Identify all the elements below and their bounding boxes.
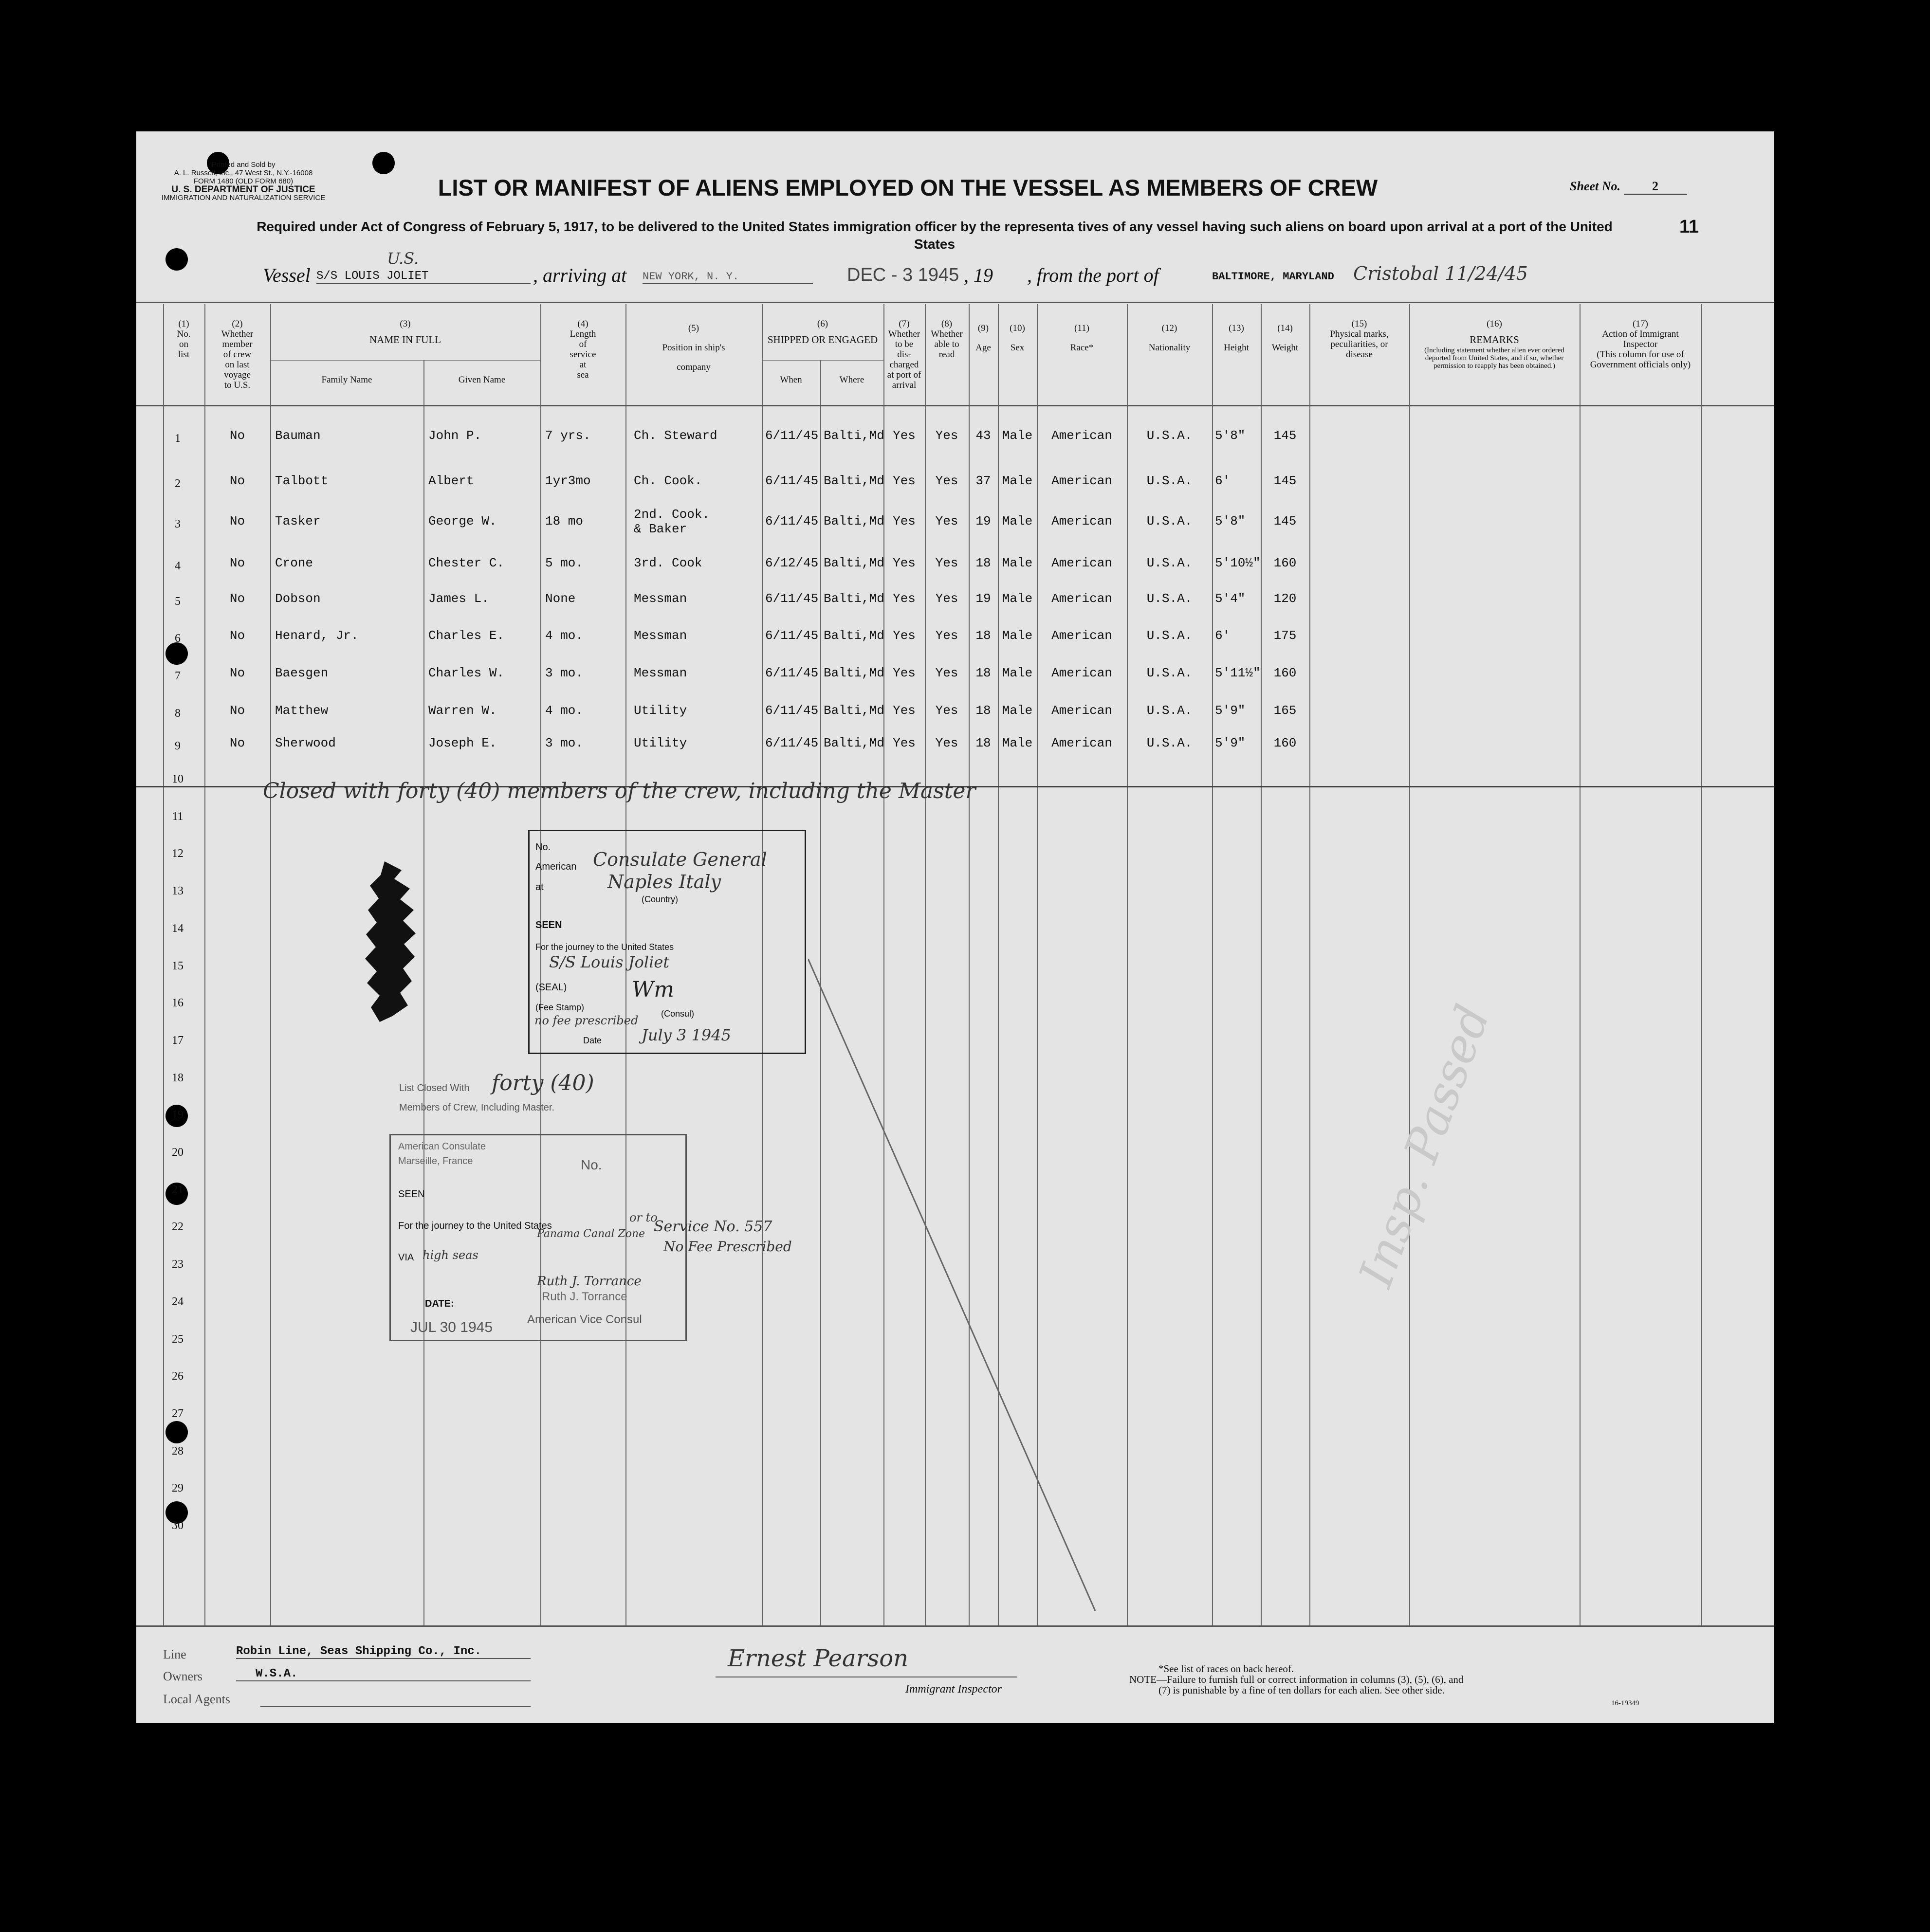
col-header-name-number: (3)	[400, 319, 411, 329]
cell-where: Balti,Md	[824, 703, 884, 718]
naples-consulate-stamp	[528, 830, 806, 1054]
cell-read: Yes	[935, 628, 958, 643]
row-line-number: 24	[172, 1295, 184, 1308]
cell-given: John P.	[428, 428, 482, 443]
cell-where: Balti,Md	[824, 428, 884, 443]
cell-height: 5'11½"	[1215, 666, 1261, 680]
stamp-nofee-hand: No Fee Prescribed	[663, 1239, 792, 1255]
col-header-height: (13) Height	[1224, 323, 1249, 353]
cell-age: 18	[975, 666, 991, 680]
cell-age: 18	[975, 736, 991, 750]
col-header-physical-marks: (15) Physical marks, peculiarities, or disease	[1330, 319, 1389, 360]
stamp-no-label: No.	[535, 842, 551, 853]
row-line-number: 21	[172, 1183, 184, 1196]
cell-family: Tasker	[275, 514, 321, 529]
col-header-discharged: (7) Whether to be dis- charged at port of arrival	[887, 319, 921, 390]
cell-position: Ch. Steward	[634, 428, 717, 443]
table-top-rule	[136, 302, 1774, 303]
cell-read: Yes	[935, 666, 958, 680]
stamp-date-label: Date	[583, 1036, 602, 1045]
printer-line: Printed and Sold by	[211, 161, 276, 169]
list-closed-label: List Closed With	[399, 1083, 470, 1094]
cell-where: Balti,Md	[824, 514, 884, 529]
page-number: 11	[1679, 217, 1699, 237]
cell-family: Sherwood	[275, 736, 336, 750]
stamp-journey-label: For the journey to the United States	[398, 1221, 552, 1231]
cell-position: Messman	[634, 628, 687, 643]
col-header-shipped-engaged: SHIPPED OR ENGAGED	[767, 334, 878, 346]
col-header-name-in-full: NAME IN FULL	[369, 334, 441, 346]
subtitle: Required under Act of Congress of February 5, 1917, to be delivered to the United States immigration officer by the representa tives of any vessel having such aliens on board upon arrival at a port of the United States	[257, 219, 1613, 252]
cell-nat: U.S.A.	[1146, 703, 1193, 718]
cell-race: American	[1051, 428, 1112, 443]
cell-race: American	[1051, 514, 1112, 529]
cell-nat: U.S.A.	[1146, 666, 1193, 680]
manifest-sheet	[136, 131, 1774, 1723]
column-rule	[1309, 304, 1310, 1625]
row-line-number: 12	[172, 847, 184, 860]
cell-weight: 165	[1273, 703, 1297, 718]
cell-position: Utility	[634, 703, 687, 718]
arriving-value: NEW YORK, N. Y.	[643, 271, 813, 284]
row-line-number: 11	[172, 810, 184, 823]
cell-race: American	[1051, 628, 1112, 643]
column-rule	[163, 304, 164, 1625]
row-line-number: 4	[175, 560, 181, 572]
cell-height: 5'8"	[1215, 428, 1246, 443]
cell-weight: 160	[1273, 666, 1297, 680]
cell-prev: No	[229, 628, 245, 643]
col-header-remarks-note: (Including statement whether alien ever ordered deported from United States, and if so, whether permission to reapply has been obtained.)	[1424, 346, 1564, 370]
col-header-given-name: Given Name	[458, 375, 506, 385]
col-header-able-to-read: (8) Whether able to read	[931, 319, 963, 360]
stamp-via-label: VIA	[398, 1252, 414, 1263]
cell-sex: Male	[1002, 666, 1033, 680]
footer-note-fine-cont: (7) is punishable by a fine of ten dollars for each alien. See other side.	[1158, 1684, 1445, 1696]
cell-given: George W.	[428, 514, 497, 529]
cell-given: James L.	[428, 591, 489, 606]
col-header-weight: (14) Weight	[1271, 323, 1299, 353]
row-line-number: 23	[172, 1258, 184, 1271]
cancel-stroke	[808, 959, 1100, 1616]
cell-where: Balti,Md	[824, 591, 884, 606]
row-line-number: 27	[172, 1407, 184, 1420]
cell-race: American	[1051, 736, 1112, 750]
col-header-age: (9) Age	[975, 323, 991, 353]
cell-when: 6/11/45	[765, 736, 819, 750]
col-header-family-name: Family Name	[321, 375, 372, 385]
row-line-number: 7	[175, 670, 181, 682]
column-rule	[1212, 304, 1213, 1625]
stamp-consulate-hand: Consulate General	[593, 849, 767, 870]
row-line-number: 1	[175, 432, 181, 445]
cell-age: 18	[975, 703, 991, 718]
cell-disch: Yes	[893, 703, 916, 718]
cell-disch: Yes	[893, 474, 916, 488]
row-line-number: 15	[172, 959, 184, 972]
cell-prev: No	[229, 591, 245, 606]
cell-length: 7 yrs.	[545, 428, 591, 443]
shipped-subheader-rule	[762, 360, 883, 361]
cell-when: 6/11/45	[765, 666, 819, 680]
stamp-vice-consul-name: Ruth J. Torrance	[542, 1290, 627, 1303]
cell-length: 3 mo.	[545, 736, 584, 750]
cell-sex: Male	[1002, 556, 1033, 570]
row-line-number: 8	[175, 707, 181, 720]
row-line-number: 17	[172, 1034, 184, 1047]
cell-read: Yes	[935, 514, 958, 529]
column-rule	[423, 360, 424, 1625]
cell-race: American	[1051, 703, 1112, 718]
cell-when: 6/11/45	[765, 628, 819, 643]
stamp-seen-label: SEEN	[398, 1189, 425, 1200]
col-header-inspector-action: (17) Action of Immigrant Inspector (This column for use of Government officials only)	[1590, 319, 1691, 370]
sheet-value: 2	[1624, 179, 1687, 195]
row-line-number: 13	[172, 885, 184, 898]
cell-disch: Yes	[893, 556, 916, 570]
inspector-label: Immigrant Inspector	[905, 1683, 1002, 1695]
stamp-canal-hand: Panama Canal Zone	[537, 1228, 645, 1240]
cell-where: Balti,Md	[824, 474, 884, 488]
row-line-number: 22	[172, 1221, 184, 1234]
stamp-american-label: American	[535, 861, 577, 872]
from-port-value: BALTIMORE, MARYLAND	[1212, 271, 1334, 283]
stamp-vessel-hand: S/S Louis Joliet	[549, 953, 670, 971]
col-header-length-service: (4) Length of service at sea	[570, 319, 596, 380]
column-rule	[1127, 304, 1128, 1625]
col-header-when: When	[780, 375, 802, 385]
cell-given: Warren W.	[428, 703, 497, 718]
printer-line: FORM 1480 (OLD FORM 680)	[193, 177, 294, 185]
footer-agents-label: Local Agents	[163, 1692, 230, 1706]
margin-handwriting: Insp. Passed	[1348, 998, 1501, 1294]
cell-height: 6'	[1215, 628, 1231, 643]
page-title: LIST OR MANIFEST OF ALIENS EMPLOYED ON THE VESSEL AS MEMBERS OF CREW	[438, 175, 1378, 200]
cell-length: None	[545, 591, 576, 606]
stamp-line2: Marseille, France	[398, 1156, 473, 1166]
stamp-fee-label: (Fee Stamp)	[535, 1002, 585, 1012]
footer-line-label: Line	[163, 1647, 186, 1661]
col-header-where: Where	[839, 375, 864, 385]
stamp-city-hand: Naples Italy	[607, 871, 721, 893]
row-line-number: 5	[175, 595, 181, 608]
row-line-number: 14	[172, 922, 184, 935]
footer-agents-rule	[260, 1706, 531, 1707]
cell-position: Messman	[634, 666, 687, 680]
department-line: U. S. DEPARTMENT OF JUSTICE	[171, 184, 315, 195]
cell-length: 4 mo.	[545, 628, 584, 643]
printer-block	[151, 161, 336, 202]
stamp-or-to-hand: or to	[629, 1211, 658, 1224]
row-line-number: 20	[172, 1146, 184, 1159]
cell-family: Crone	[275, 556, 313, 570]
cell-family: Bauman	[275, 428, 321, 443]
cell-family: Henard, Jr.	[275, 628, 359, 643]
cell-where: Balti,Md	[824, 736, 884, 750]
cell-length: 1yr3mo	[545, 474, 591, 488]
cell-age: 43	[975, 428, 991, 443]
arrival-date-stamp: DEC - 3 1945	[847, 265, 959, 285]
column-rule	[1409, 304, 1410, 1625]
stamp-at-label: at	[535, 882, 544, 893]
row-line-number: 19	[172, 1109, 184, 1122]
from-port-handwritten: Cristobal 11/24/45	[1353, 263, 1528, 284]
stamp-nofee-hand: no fee prescribed	[534, 1014, 639, 1027]
cell-disch: Yes	[893, 514, 916, 529]
arriving-label: , arriving at	[533, 264, 627, 286]
cell-sex: Male	[1002, 628, 1033, 643]
cell-nat: U.S.A.	[1146, 514, 1193, 529]
cell-height: 5'4"	[1215, 591, 1246, 606]
redaction-mark	[365, 861, 419, 1022]
col-header-position: (5) Position in ship's company	[662, 323, 725, 372]
cell-when: 6/11/45	[765, 474, 819, 488]
cell-age: 18	[975, 628, 991, 643]
cell-disch: Yes	[893, 428, 916, 443]
cell-read: Yes	[935, 556, 958, 570]
cell-weight: 145	[1273, 474, 1297, 488]
stamp-consul-label: (Consul)	[661, 1009, 695, 1019]
cell-position: 2nd. Cook. & Baker	[634, 507, 710, 536]
cell-disch: Yes	[893, 666, 916, 680]
cell-disch: Yes	[893, 736, 916, 750]
column-rule	[204, 304, 205, 1625]
col-header-shipped-number: (6)	[817, 319, 828, 329]
footer-line-value: Robin Line, Seas Shipping Co., Inc.	[236, 1645, 531, 1659]
cell-when: 6/11/45	[765, 428, 819, 443]
cell-prev: No	[229, 736, 245, 750]
cell-when: 6/12/45	[765, 556, 819, 570]
footer-note	[1129, 1663, 1684, 1695]
cell-where: Balti,Md	[824, 628, 884, 643]
footer-owners-value: W.S.A.	[236, 1667, 531, 1681]
cell-given: Chester C.	[428, 556, 505, 570]
cell-when: 6/11/45	[765, 514, 819, 529]
col-header-race: (11) Race*	[1070, 323, 1094, 353]
row-line-number: 16	[172, 997, 184, 1010]
cell-race: American	[1051, 591, 1112, 606]
header-bottom-rule	[136, 405, 1774, 406]
stamp-line1: American Consulate	[398, 1141, 486, 1152]
col-header-list-no: (1) No. on list	[177, 319, 191, 360]
cell-given: Charles E.	[428, 628, 505, 643]
cell-read: Yes	[935, 703, 958, 718]
cell-sex: Male	[1002, 591, 1033, 606]
cell-position: Utility	[634, 736, 687, 750]
cell-where: Balti,Md	[824, 666, 884, 680]
row-line-number: 29	[172, 1482, 184, 1495]
column-rule	[1580, 304, 1581, 1625]
cell-weight: 120	[1273, 591, 1297, 606]
cell-length: 3 mo.	[545, 666, 584, 680]
cell-family: Dobson	[275, 591, 321, 606]
sheet-number	[1570, 179, 1687, 195]
cell-prev: No	[229, 514, 245, 529]
service-line: IMMIGRATION AND NATURALIZATION SERVICE	[161, 194, 326, 202]
name-subheader-rule	[270, 360, 540, 361]
row-line-number: 6	[175, 632, 181, 645]
cell-age: 19	[975, 514, 991, 529]
cell-weight: 160	[1273, 736, 1297, 750]
row-line-number: 2	[175, 477, 181, 490]
cell-prev: No	[229, 474, 245, 488]
cell-nat: U.S.A.	[1146, 628, 1193, 643]
cell-prev: No	[229, 666, 245, 680]
row-line-number: 26	[172, 1370, 184, 1383]
column-rule	[270, 304, 271, 1625]
stamp-vice-consul-title: American Vice Consul	[527, 1313, 642, 1326]
stamp-no-label: No.	[581, 1157, 602, 1172]
cell-disch: Yes	[893, 591, 916, 606]
cell-weight: 175	[1273, 628, 1297, 643]
cell-race: American	[1051, 666, 1112, 680]
col-header-remarks: REMARKS	[1470, 334, 1519, 346]
cell-height: 5'9"	[1215, 703, 1246, 718]
cell-position: Ch. Cook.	[634, 474, 702, 488]
row-line-number: 28	[172, 1444, 184, 1458]
closing-note: Closed with forty (40) members of the crew, including the Master	[263, 779, 976, 803]
cell-where: Balti,Md	[824, 556, 884, 570]
col-header-sex: (10) Sex	[1010, 323, 1025, 353]
stamp-seen-label: SEEN	[535, 920, 562, 930]
cell-given: Albert	[428, 474, 474, 488]
cell-length: 4 mo.	[545, 703, 584, 718]
cell-sex: Male	[1002, 736, 1033, 750]
punch-hole	[165, 642, 188, 665]
cell-nat: U.S.A.	[1146, 556, 1193, 570]
col-header-nationality: (12) Nationality	[1148, 323, 1191, 353]
stamp-via-hand: high seas	[423, 1248, 478, 1262]
vessel-value: S/S LOUIS JOLIET	[316, 270, 531, 284]
cell-weight: 160	[1273, 556, 1297, 570]
cell-read: Yes	[935, 474, 958, 488]
cell-length: 5 mo.	[545, 556, 584, 570]
cell-position: Messman	[634, 591, 687, 606]
punch-hole	[372, 152, 395, 174]
punch-hole	[165, 1421, 188, 1443]
from-label: , from the port of	[1027, 264, 1159, 286]
cell-height: 5'8"	[1215, 514, 1246, 529]
cell-given: Joseph E.	[428, 736, 497, 750]
cell-race: American	[1051, 474, 1112, 488]
cell-age: 18	[975, 556, 991, 570]
cell-when: 6/11/45	[765, 591, 819, 606]
cell-age: 19	[975, 591, 991, 606]
cell-nat: U.S.A.	[1146, 474, 1193, 488]
cell-sex: Male	[1002, 514, 1033, 529]
cell-sex: Male	[1002, 474, 1033, 488]
stamp-vice-consul-signature: Ruth J. Torrance	[537, 1274, 642, 1289]
vessel-label: Vessel	[263, 264, 311, 286]
cell-height: 5'9"	[1215, 736, 1246, 750]
cell-nat: U.S.A.	[1146, 591, 1193, 606]
footer-form-number: 16-19349	[1611, 1699, 1639, 1707]
cell-given: Charles W.	[428, 666, 505, 680]
list-closed-hand: forty (40)	[492, 1071, 594, 1095]
cell-read: Yes	[935, 428, 958, 443]
cell-prev: No	[229, 428, 245, 443]
cell-read: Yes	[935, 591, 958, 606]
inspector-signature: Ernest Pearson	[728, 1645, 909, 1672]
year-label: , 19	[964, 264, 993, 286]
stamp-country-label: (Country)	[642, 894, 679, 904]
cell-sex: Male	[1002, 703, 1033, 718]
col-header-previous-crew: (2) Whether member of crew on last voyage to U.S.	[221, 319, 254, 390]
row-line-number: 10	[172, 773, 184, 785]
punch-hole	[165, 248, 188, 271]
footer-note-races: *See list of races on back hereof.	[1158, 1663, 1294, 1675]
stamp-date-hand: July 3 1945	[642, 1026, 731, 1044]
footer-owners-label: Owners	[163, 1669, 202, 1683]
cell-read: Yes	[935, 736, 958, 750]
footer-note-fine: NOTE—Failure to furnish full or correct information in columns (3), (5), (6), and	[1129, 1674, 1464, 1685]
cell-when: 6/11/45	[765, 703, 819, 718]
column-rule	[1261, 304, 1262, 1625]
cell-family: Baesgen	[275, 666, 329, 680]
sheet-label: Sheet No.	[1570, 179, 1620, 193]
column-rule	[1701, 304, 1702, 1625]
cell-prev: No	[229, 556, 245, 570]
stamp-journey-label: For the journey to the United States	[535, 942, 674, 952]
stamp-seal-label: (SEAL)	[535, 982, 567, 993]
col-header-remarks-number: (16)	[1487, 319, 1502, 329]
footer-rule	[136, 1625, 1774, 1627]
row-line-number: 18	[172, 1071, 184, 1084]
stamp-date-value: JUL 30 1945	[410, 1319, 493, 1335]
vessel-line	[263, 249, 1772, 293]
cell-length: 18 mo	[545, 514, 584, 529]
stamp-date-label: DATE:	[425, 1298, 454, 1309]
cell-race: American	[1051, 556, 1112, 570]
cell-nat: U.S.A.	[1146, 428, 1193, 443]
stamp-service-hand: Service No. 557	[654, 1218, 772, 1235]
cell-disch: Yes	[893, 628, 916, 643]
row-line-number: 9	[175, 740, 181, 752]
cell-age: 37	[975, 474, 991, 488]
cell-nat: U.S.A.	[1146, 736, 1193, 750]
cell-prev: No	[229, 703, 245, 718]
cell-height: 5'10½"	[1215, 556, 1261, 570]
row-line-number: 30	[172, 1519, 184, 1532]
cell-weight: 145	[1273, 428, 1297, 443]
list-closed-members: Members of Crew, Including Master.	[399, 1102, 555, 1113]
stamp-consul-signature: Wm	[632, 977, 674, 1002]
cell-sex: Male	[1002, 428, 1033, 443]
row-line-number: 3	[175, 518, 181, 530]
cell-family: Matthew	[275, 703, 329, 718]
cell-position: 3rd. Cook	[634, 556, 702, 570]
marseille-consulate-stamp	[389, 1134, 792, 1341]
printer-line: A. L. Russell, Inc., 47 West St., N.Y.-16008	[174, 169, 313, 177]
row-line-number: 25	[172, 1332, 184, 1346]
cell-height: 6'	[1215, 474, 1231, 488]
cell-weight: 145	[1273, 514, 1297, 529]
vessel-handwritten: U.S.	[387, 249, 419, 268]
cell-family: Talbott	[275, 474, 329, 488]
